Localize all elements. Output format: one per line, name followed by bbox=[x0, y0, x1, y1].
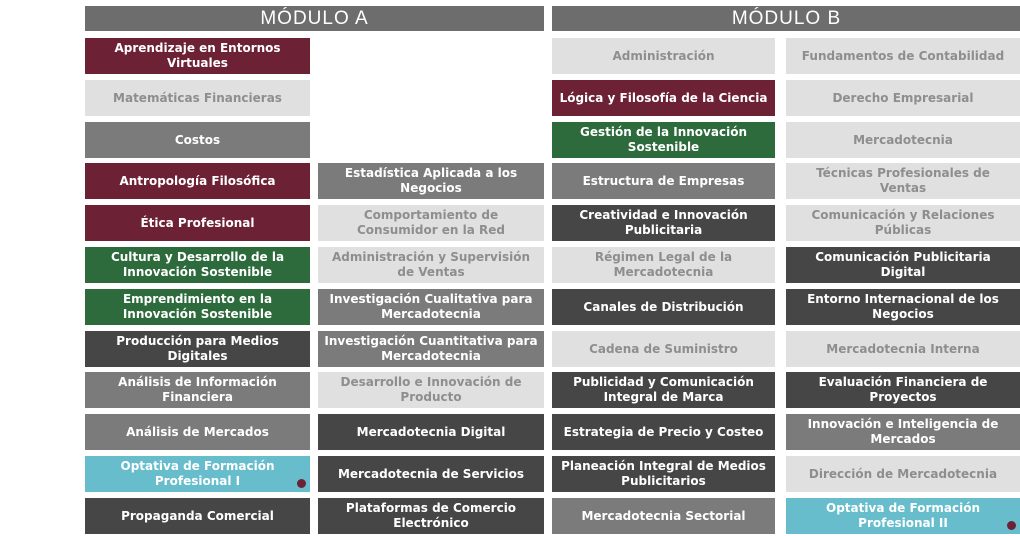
course-label: Antropología Filosófica bbox=[119, 173, 276, 188]
course-cell bbox=[786, 247, 1020, 283]
course-cell bbox=[786, 372, 1020, 408]
course-cell bbox=[552, 331, 775, 367]
course-label: Análisis de Información Financiera bbox=[118, 375, 277, 404]
module-b-header: MÓDULO B bbox=[552, 6, 1020, 31]
course-label: Técnicas Profesionales de Ventas bbox=[816, 166, 990, 195]
course-label: Mercadotecnia bbox=[853, 132, 953, 147]
course-cell bbox=[85, 38, 310, 74]
course-label: Plataformas de Comercio Electrónico bbox=[345, 501, 517, 530]
course-cell bbox=[786, 38, 1020, 74]
course-cell bbox=[552, 414, 775, 450]
course-label: Entorno Internacional de los Negocios bbox=[807, 292, 999, 321]
course-cell bbox=[786, 456, 1020, 492]
course-cell bbox=[85, 247, 310, 283]
course-cell bbox=[786, 331, 1020, 367]
course-label: Análisis de Mercados bbox=[126, 424, 269, 439]
course-label: Optativa de Formación Profesional II bbox=[826, 501, 980, 530]
course-cell bbox=[552, 372, 775, 408]
course-label: Lógica y Filosofía de la Ciencia bbox=[559, 90, 768, 105]
course-cell bbox=[85, 122, 310, 158]
course-cell bbox=[85, 331, 310, 367]
course-cell bbox=[318, 205, 544, 241]
course-label: Planeación Integral de Medios Publicitarios bbox=[561, 459, 766, 488]
course-cell bbox=[786, 414, 1020, 450]
course-label: Comunicación Publicitaria Digital bbox=[815, 250, 991, 279]
course-label: Estrategia de Precio y Costeo bbox=[563, 424, 764, 439]
course-cell bbox=[85, 414, 310, 450]
course-cell bbox=[85, 163, 310, 199]
course-label: Optativa de Formación Profesional I bbox=[120, 459, 275, 488]
dot-marker-icon bbox=[297, 479, 306, 488]
course-cell bbox=[85, 80, 310, 116]
course-cell bbox=[318, 498, 544, 534]
course-label: Creatividad e Innovación Publicitaria bbox=[579, 208, 748, 237]
course-cell bbox=[552, 38, 775, 74]
course-label: Mercadotecnia Digital bbox=[356, 424, 506, 439]
course-cell bbox=[85, 498, 310, 534]
course-cell bbox=[786, 122, 1020, 158]
module-a-header: MÓDULO A bbox=[85, 6, 544, 31]
course-label: Desarrollo e Innovación de Producto bbox=[340, 375, 522, 404]
course-label: Innovación e Inteligencia de Mercados bbox=[807, 417, 999, 446]
course-label: Dirección de Mercadotecnia bbox=[808, 466, 998, 481]
course-label: Investigación Cualitativa para Mercadotecnia bbox=[329, 292, 533, 321]
dot-marker-icon bbox=[1007, 521, 1016, 530]
course-label: Aprendizaje en Entornos Virtuales bbox=[114, 41, 281, 70]
course-cell bbox=[552, 80, 775, 116]
course-label: Mercadotecnia de Servicios bbox=[337, 466, 525, 481]
course-label: Estructura de Empresas bbox=[582, 173, 745, 188]
course-cell bbox=[85, 372, 310, 408]
course-label: Estadística Aplicada a los Negocios bbox=[344, 166, 518, 195]
course-label: Comunicación y Relaciones Públicas bbox=[811, 208, 995, 237]
course-label: Fundamentos de Contabilidad bbox=[801, 48, 1005, 63]
course-cell bbox=[552, 247, 775, 283]
course-cell bbox=[786, 163, 1020, 199]
course-cell bbox=[552, 289, 775, 325]
course-label: Mercadotecnia Interna bbox=[826, 341, 980, 356]
course-cell bbox=[318, 163, 544, 199]
course-cell bbox=[85, 205, 310, 241]
course-label: Propaganda Comercial bbox=[121, 508, 274, 523]
course-label: Emprendimiento en la Innovación Sostenible bbox=[122, 292, 273, 321]
course-label: Administración y Supervisión de Ventas bbox=[331, 250, 531, 279]
course-cell bbox=[786, 498, 1020, 534]
course-cell bbox=[318, 372, 544, 408]
course-cell bbox=[552, 498, 775, 534]
course-label: Ética Profesional bbox=[140, 215, 255, 230]
course-label: Mercadotecnia Sectorial bbox=[581, 508, 746, 523]
course-cell bbox=[318, 414, 544, 450]
course-label: Régimen Legal de la Mercadotecnia bbox=[594, 250, 733, 279]
course-cell bbox=[318, 247, 544, 283]
course-label: Cultura y Desarrollo de la Innovación Sostenible bbox=[110, 250, 285, 279]
course-label: Producción para Medios Digitales bbox=[116, 334, 279, 363]
course-cell bbox=[552, 205, 775, 241]
course-label: Evaluación Financiera de Proyectos bbox=[818, 375, 988, 404]
course-cell bbox=[318, 289, 544, 325]
course-cell bbox=[85, 289, 310, 325]
course-cell bbox=[85, 456, 310, 492]
course-label: Cadena de Suministro bbox=[589, 341, 738, 356]
course-label: Matemáticas Financieras bbox=[113, 90, 282, 105]
course-label: Canales de Distribución bbox=[583, 299, 744, 314]
course-cell bbox=[786, 80, 1020, 116]
course-label: Gestión de la Innovación Sostenible bbox=[580, 125, 747, 154]
course-cell bbox=[552, 456, 775, 492]
course-label: Publicidad y Comunicación Integral de Marca bbox=[573, 375, 754, 404]
course-cell bbox=[318, 331, 544, 367]
course-label: Comportamiento de Consumidor en la Red bbox=[356, 208, 506, 237]
course-cell bbox=[786, 289, 1020, 325]
course-label: Administración bbox=[612, 48, 715, 63]
course-cell bbox=[318, 456, 544, 492]
course-cell bbox=[786, 205, 1020, 241]
course-label: Costos bbox=[174, 132, 221, 147]
course-label: Investigación Cuantitativa para Mercadotecnia bbox=[324, 334, 538, 363]
course-label: Derecho Empresarial bbox=[832, 90, 974, 105]
course-cell bbox=[552, 122, 775, 158]
course-cell bbox=[552, 163, 775, 199]
